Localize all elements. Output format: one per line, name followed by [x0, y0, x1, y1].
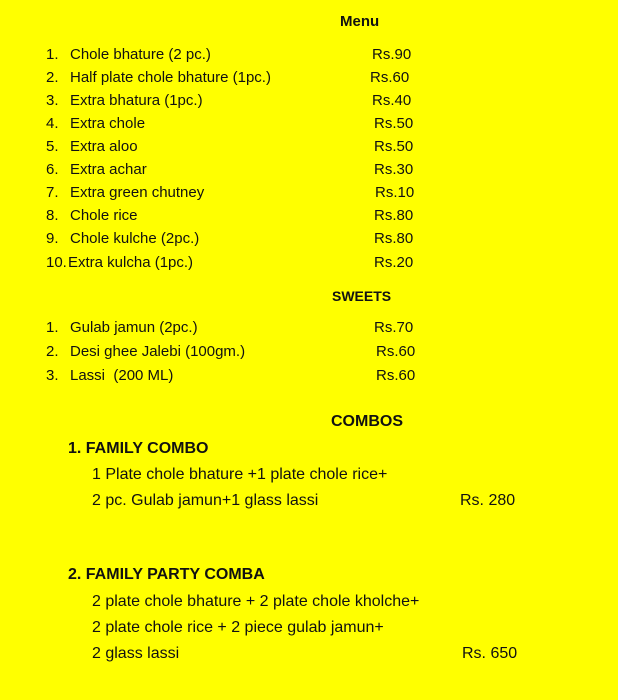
menu-item-name: Extra achar: [70, 161, 147, 178]
menu-item-number: 4.: [46, 115, 59, 132]
combo-description-line: 2 plate chole bhature + 2 plate chole kholche+: [92, 593, 420, 610]
menu-item-number: 2.: [46, 69, 59, 86]
combo-title: 2. FAMILY PARTY COMBA: [68, 566, 265, 583]
sweets-item: [46, 341, 426, 363]
menu-item-price: Rs.60: [370, 69, 410, 86]
sweets-item-name: Gulab jamun (2pc.): [70, 319, 198, 336]
menu-item-name: Half plate chole bhature (1pc.): [70, 69, 271, 86]
menu-item: [46, 205, 426, 227]
menu-item-number: 1.: [46, 46, 59, 63]
menu-heading: Menu: [340, 13, 380, 30]
menu-item-number: 8.: [46, 207, 59, 224]
sweets-item-price: Rs.60: [376, 367, 416, 384]
menu-item-number: 3.: [46, 92, 59, 109]
menu-item-price: Rs.20: [374, 254, 414, 271]
menu-item: [46, 252, 426, 274]
menu-item-price: Rs.30: [374, 161, 414, 178]
menu-item-price: Rs.80: [374, 207, 414, 224]
sweets-heading: SWEETS: [332, 288, 392, 304]
menu-item-price: Rs.50: [374, 138, 414, 155]
sweets-item: [46, 365, 426, 387]
menu-item-number: 10.: [46, 254, 67, 271]
menu-item-price: Rs.80: [374, 230, 414, 247]
menu-item-name: Chole bhature (2 pc.): [70, 46, 211, 63]
menu-item-name: Extra aloo: [70, 138, 138, 155]
sweets-item-price: Rs.60: [376, 343, 416, 360]
menu-item-name: Chole rice: [70, 207, 138, 224]
menu-item-number: 9.: [46, 230, 59, 247]
menu-item-name: Extra kulcha (1pc.): [68, 254, 194, 271]
combo-price: Rs. 280: [460, 492, 516, 509]
sweets-item-name: Lassi (200 ML): [70, 367, 174, 384]
menu-item-name: Extra green chutney: [70, 184, 205, 201]
menu-item-price: Rs.10: [375, 184, 415, 201]
menu-item: [46, 67, 426, 89]
menu-item-number: 5.: [46, 138, 59, 155]
sweets-item-name: Desi ghee Jalebi (100gm.): [70, 343, 246, 360]
combo-description-line: 2 glass lassi: [92, 645, 180, 662]
menu-item-name: Chole kulche (2pc.): [70, 230, 200, 247]
menu-item-name: Extra chole: [70, 115, 146, 132]
combo-title: 1. FAMILY COMBO: [68, 440, 209, 457]
combo-description-line: 2 pc. Gulab jamun+1 glass lassi: [92, 492, 319, 509]
menu-item-number: 6.: [46, 161, 59, 178]
menu-item: [46, 44, 426, 66]
sweets-item-number: 3.: [46, 367, 59, 384]
combos-heading: COMBOS: [331, 413, 403, 430]
menu-item-price: Rs.90: [372, 46, 412, 63]
menu-item: [46, 159, 426, 181]
combo-price: Rs. 650: [462, 645, 518, 662]
sweets-item-number: 1.: [46, 319, 59, 336]
sweets-item-price: Rs.70: [374, 319, 414, 336]
menu-item: [46, 90, 426, 112]
menu-item-name: Extra bhatura (1pc.): [70, 92, 203, 109]
menu-item: [46, 136, 426, 158]
combo-description-line: 2 plate chole rice + 2 piece gulab jamun+: [92, 619, 384, 636]
menu-item-number: 7.: [46, 184, 59, 201]
menu-item: [46, 182, 426, 204]
menu-item: [46, 113, 426, 135]
menu-item-price: Rs.50: [374, 115, 414, 132]
sweets-item-number: 2.: [46, 343, 59, 360]
combo-description-line: 1 Plate chole bhature +1 plate chole rice+: [92, 466, 388, 483]
menu-item: [46, 228, 426, 250]
sweets-item: [46, 317, 426, 339]
menu-item-price: Rs.40: [372, 92, 412, 109]
